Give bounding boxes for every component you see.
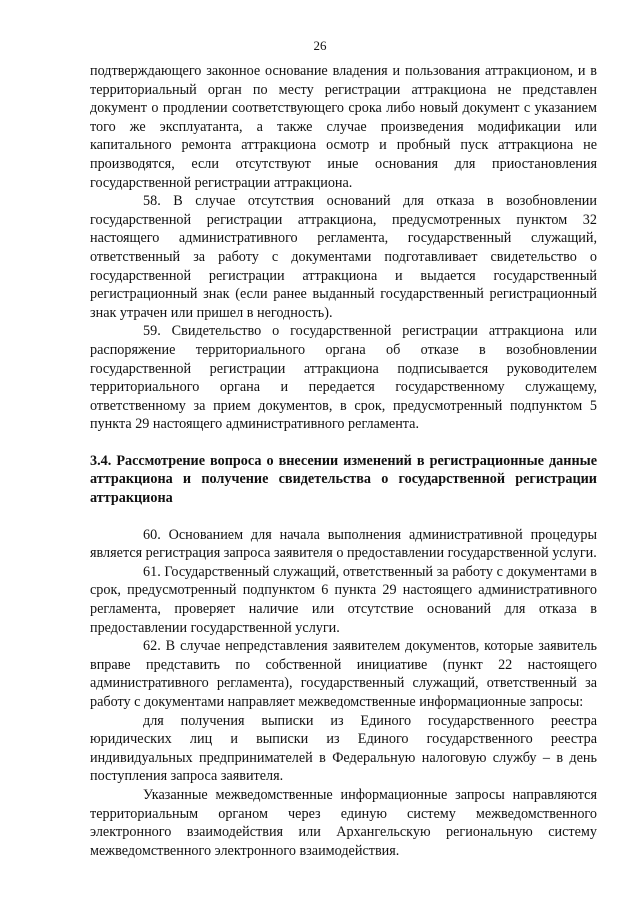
paragraph-62-item: для получения выписки из Единого государственного реестра юридических лиц и выписки из Единого государственного реестра индивидуальных предпринимателей в Федеральную налоговую службу – в день поступления запроса заявителя. xyxy=(90,712,597,785)
paragraph-60: 60. Основанием для начала выполнения административной процедуры является регистрация запроса заявителя о предоставлении государственной услуги. xyxy=(90,526,597,562)
paragraph-continuation: подтверждающего законное основание владения и пользования аттракционом, и в территориальный орган по месту регистрации аттракциона не представлен документ о продлении соответствующего срока либо новый документ с указанием того же эксплуатанта, а также случае произведения модификации или капитального ремонта аттракциона осмотр и пробный пуск аттракциона не производятся, если отсутствуют иные основания для приостановления государственной регистрации аттракциона. xyxy=(90,63,597,191)
document-body xyxy=(90,62,597,860)
paragraph-61: 61. Государственный служащий, ответственный за работу с документами в срок, предусмотренный подпунктом 6 пункта 29 настоящего административного регламента, проверяет наличие или отсутствие оснований для отказа в предоставлении государственной услуги. xyxy=(90,563,597,636)
spacer xyxy=(90,434,597,452)
paragraph-62: 62. В случае непредставления заявителем документов, которые заявитель вправе представить по собственной инициативе (пункт 22 настоящего административного регламента), государственный служащий, ответственный за работу с документами направляет межведомственные информационные запросы: xyxy=(90,638,597,710)
paragraph-59: 59. Свидетельство о государственной регистрации аттракциона или распоряжение территориального органа об отказе в возобновлении государственной регистрации аттракциона подписывается руководителем территориального органа и передается государственному служащему, ответственному за прием документов, в срок, предусмотренный подпунктом 5 пункта 29 настоящего административного регламента. xyxy=(90,323,597,433)
spacer xyxy=(90,508,597,526)
paragraph-requests-note: Указанные межведомственные информационные запросы направляются территориальным органом через единую систему межведомственного электронного взаимодействия или Архангельскую региональную систему межведомственного электронного взаимодействия. xyxy=(90,786,597,859)
section-title: 3.4. Рассмотрение вопроса о внесении изменений в регистрационные данные аттракциона и получение свидетельства о государственной регистрации аттракциона xyxy=(90,452,597,507)
page-number: 26 xyxy=(313,38,327,53)
paragraph-58: 58. В случае отсутствия оснований для отказа в возобновлении государственной регистрации аттракциона, предусмотренных пунктом 32 настоящего административного регламента, государственный служащий, ответственный за работу с документами подготавливает свидетельство о государственной регистрации аттракциона и выдается государственный регистрационный знак (если ранее выданный государственный регистрационный знак утрачен или пришел в негодность). xyxy=(90,193,597,321)
